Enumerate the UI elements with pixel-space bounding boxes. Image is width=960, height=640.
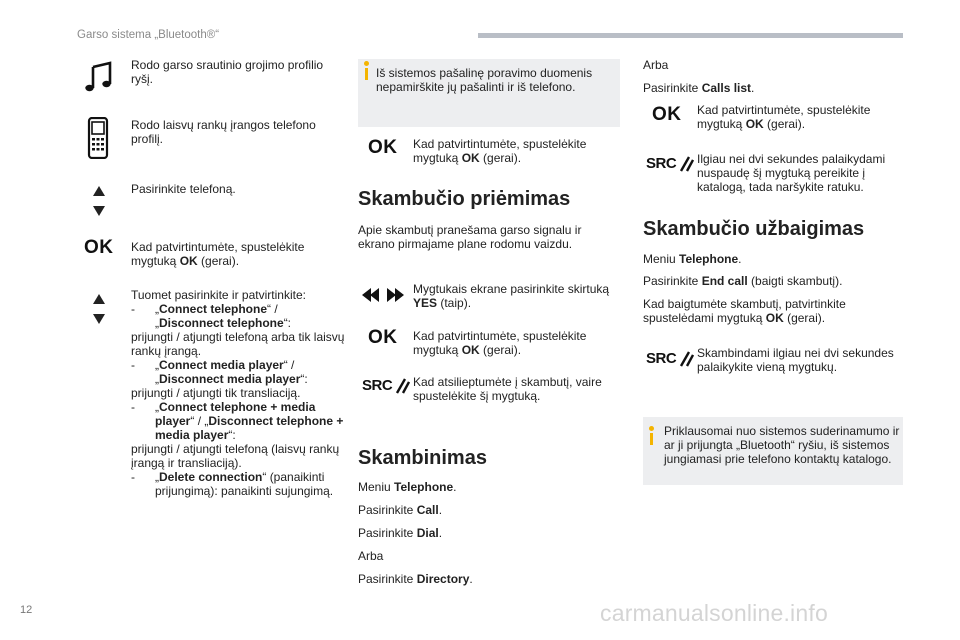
options-intro: Tuomet pasirinkite ir patvirtinkite:: [131, 288, 306, 302]
option-connect-both: - „Connect telephone + media player“ / „Disconnect telephone + media player“:: [131, 400, 344, 442]
call-select-directory-text: Pasirinkite Directory.: [358, 572, 473, 586]
ok-button-icon: OK: [368, 327, 398, 348]
ok-button-icon: OK: [652, 104, 682, 125]
directory-hold-text: Ilgiau nei dvi sekundes palaikydami nuspaudę šį mygtuką pereikite į katalogą, tada naršykite ratuku.: [697, 152, 886, 194]
end-menu-text: Meniu Telephone.: [643, 252, 742, 266]
info-note-text: Priklausomai nuo sistemos suderinamumo ir ar ji prijungta „Bluetooth“ ryšiu, iš sistemos jungiamasi prie telefono kontaktų katalogo.: [664, 424, 900, 466]
ok-button-icon: OK: [84, 237, 114, 258]
confirm-ok-text: Kad patvirtintumėte, spustelėkite mygtuką OK (gerai).: [413, 137, 587, 165]
music-note-icon: [82, 60, 116, 94]
info-note: [358, 59, 620, 127]
select-yes-text: Mygtukais ekrane pasirinkite skirtuką YES (taip).: [413, 282, 610, 310]
confirm-ok-text: Kad patvirtintumėte, spustelėkite mygtuką OK (gerai).: [413, 329, 587, 357]
option-connect-telephone: - „Connect telephone“ / „Disconnect telephone“:: [131, 302, 292, 330]
header-rule: [478, 33, 903, 38]
option-desc: prijungti / atjungti telefoną arba tik laisvų rankų įrangą.: [131, 330, 345, 358]
confirm-ok-text: Kad patvirtintumėte, spustelėkite mygtuką OK (gerai).: [697, 103, 871, 131]
or-text: Arba: [643, 58, 669, 72]
select-calls-list-text: Pasirinkite Calls list.: [643, 81, 755, 95]
section-heading-receive: Skambučio priėmimas: [358, 188, 571, 210]
running-header: Garso sistema „Bluetooth®“: [77, 29, 220, 41]
call-select-dial-text: Pasirinkite Dial.: [358, 526, 443, 540]
end-select-text: Pasirinkite End call (baigti skambutį).: [643, 274, 843, 288]
confirm-ok-text: Kad patvirtintumėte, spustelėkite mygtuką OK (gerai).: [131, 240, 305, 268]
answer-call-text: Kad atsilieptumėte į skambutį, vaire spustelėkite šį mygtuką.: [413, 375, 602, 403]
end-confirm-text: Kad baigtumėte skambutį, patvirtinkite spustelėdami mygtuką OK (gerai).: [643, 297, 846, 325]
left-right-arrows-icon: [362, 287, 404, 303]
receive-intro-text: Apie skambutį pranešama garso signalu ir ekrano pirmajame plane rodomu vaizdu.: [358, 223, 582, 251]
section-heading-call: Skambinimas: [358, 447, 487, 469]
ok-button-icon: OK: [368, 137, 398, 158]
info-icon: [364, 61, 369, 66]
handsfree-profile-text: Rodo laisvų rankų įrangos telefono profilį.: [131, 118, 316, 146]
connection-options-list: [131, 288, 346, 498]
call-select-call-text: Pasirinkite Call.: [358, 503, 443, 517]
page-number: 12: [20, 604, 33, 616]
option-desc: prijungti / atjungti telefoną (laisvų rankų įrangą ir transliaciją).: [131, 442, 340, 470]
watermark: carmanualsonline.info: [600, 600, 828, 626]
select-phone-text: Pasirinkite telefoną.: [131, 182, 236, 196]
src-phone-button-icon: SRC: [646, 350, 694, 368]
option-connect-media: - „Connect media player“ / „Disconnect media player“:: [131, 358, 308, 386]
music-profile-text: Rodo garso srautinio grojimo profilio ryšį.: [131, 58, 324, 86]
src-phone-button-icon: SRC: [362, 377, 410, 395]
option-desc: prijungti / atjungti tik transliaciją.: [131, 386, 301, 400]
mobile-phone-icon: [87, 117, 109, 159]
call-or-text: Arba: [358, 549, 384, 563]
end-hold-text: Skambindami ilgiau nei dvi sekundes palaikykite vieną mygtukų.: [697, 346, 894, 374]
up-down-arrows-icon: [93, 294, 107, 330]
src-phone-button-icon: SRC: [646, 155, 694, 173]
option-delete-connection: - „Delete connection“ (panaikinti prijungimą): panaikinti sujungimą.: [131, 470, 334, 498]
call-menu-text: Meniu Telephone.: [358, 480, 457, 494]
info-note: [643, 417, 903, 485]
up-down-arrows-icon: [93, 186, 107, 222]
section-heading-end: Skambučio užbaigimas: [643, 218, 865, 240]
info-icon: [649, 426, 654, 431]
info-note-text: Iš sistemos pašalinę poravimo duomenis nepamirškite jų pašalinti ir iš telefono.: [376, 66, 593, 94]
